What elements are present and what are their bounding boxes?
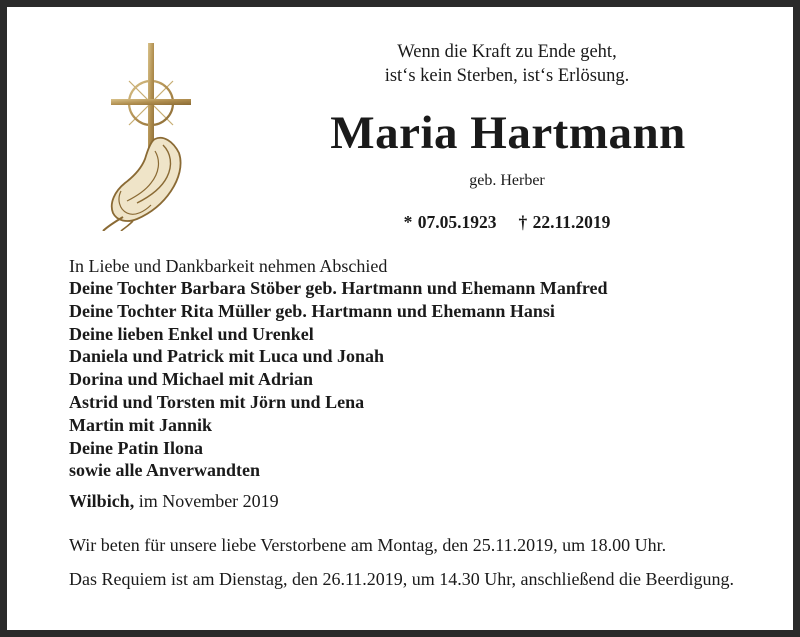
death-date: † 22.11.2019 xyxy=(518,212,611,232)
mourner-line: Daniela und Patrick mit Luca und Jonah xyxy=(69,346,385,367)
farewell-intro: In Liebe und Dankbarkeit nehmen Abschied xyxy=(69,256,388,276)
mourner-line: Deine Patin Ilona xyxy=(69,437,204,458)
mourner-line: Deine Tochter Rita Müller geb. Hartmann und Ehemann Hansi xyxy=(69,300,555,321)
requiem-text: Das Requiem ist am Dienstag, den 26.11.2019, um 14.30 Uhr, anschließend die Beerdigung. xyxy=(69,569,734,589)
mourner-line: Martin mit Jannik xyxy=(69,414,213,435)
mourner-line: Astrid und Torsten mit Jörn und Lena xyxy=(69,391,365,412)
memorial-quote xyxy=(307,40,707,88)
place-and-date xyxy=(69,490,279,512)
quote-line-1: Wenn die Kraft zu Ende geht, xyxy=(397,42,617,62)
maiden-name: geb. Herber xyxy=(469,172,545,189)
place-city: Wilbich, xyxy=(69,491,135,511)
mourners-list xyxy=(69,277,608,482)
place-date: im November 2019 xyxy=(134,491,279,511)
birth-date: * 07.05.1923 xyxy=(403,212,497,232)
quote-line-2: ist‘s kein Sterben, ist‘s Erlösung. xyxy=(384,66,630,86)
mourner-line: sowie alle Anverwandten xyxy=(69,460,260,481)
mourner-line: Dorina und Michael mit Adrian xyxy=(69,369,314,390)
deceased-name: Maria Hartmann xyxy=(330,107,686,159)
cross-praying-hands-icon xyxy=(93,41,203,231)
life-dates xyxy=(307,211,707,233)
prayer-service-text: Wir beten für unsere liebe Verstorbene am Montag, den 25.11.2019, um 18.00 Uhr. xyxy=(69,535,667,555)
mourner-line: Deine lieben Enkel und Urenkel xyxy=(69,323,314,344)
mourner-line: Deine Tochter Barbara Stöber geb. Hartmann und Ehemann Manfred xyxy=(69,278,608,298)
